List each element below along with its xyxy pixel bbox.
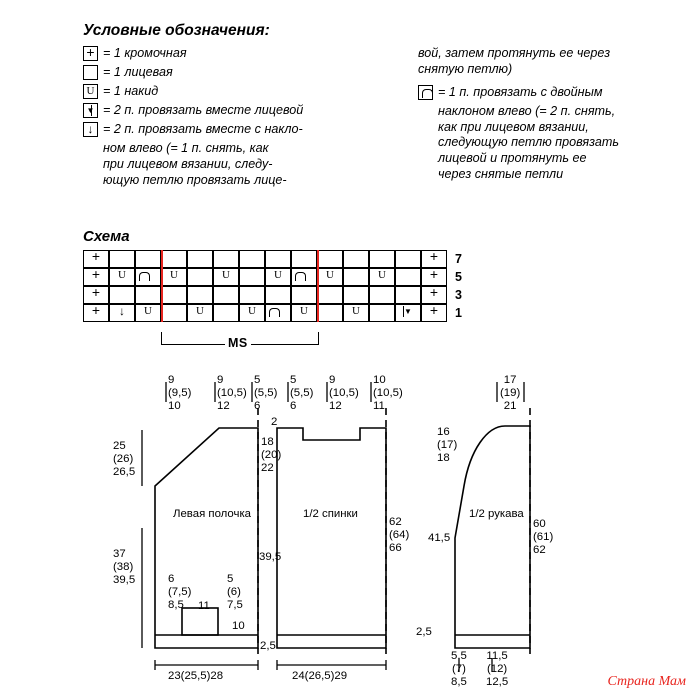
legend-item (83, 65, 413, 81)
stitch-double-slope-icon (418, 85, 433, 100)
stitch-yarnover-icon (83, 84, 98, 99)
chart-cell (317, 304, 343, 322)
chart-cell (239, 250, 265, 268)
chart-cell (421, 304, 447, 322)
legend-item (83, 84, 413, 100)
chart-cell (213, 268, 239, 286)
legend-continuation-line: наклоном влево (= 2 п. снять, (438, 103, 616, 118)
watermark: Страна Мам (607, 674, 686, 689)
chart-cell (239, 268, 265, 286)
dim-left-front-top-1: 9 (9,5) 10 (168, 374, 192, 412)
stitch-knit-icon (83, 65, 98, 80)
dim-sleeve-cap: 16 (17) 18 (437, 426, 458, 464)
stitch-k2tog-icon (83, 103, 98, 118)
chart-cell (161, 286, 187, 304)
chart-cell (395, 304, 421, 322)
chart-cell (317, 286, 343, 304)
dim-front-length: 39,5 (259, 551, 282, 563)
chart-cell (109, 304, 135, 322)
repeat-label: MS (225, 336, 251, 350)
chart-cell (187, 268, 213, 286)
legend-item (418, 85, 683, 101)
chart-row-number: 7 (455, 252, 462, 266)
chart-cell (135, 286, 161, 304)
dim-back-top-2: 9 (10,5) 12 (329, 374, 359, 412)
chart-cell (187, 304, 213, 322)
legend-left-column (83, 46, 413, 188)
legend-continuation-line: вой, затем протянуть ее через (418, 46, 611, 60)
chart-cell (161, 250, 187, 268)
legend-item-label: = 2 п. провязать вместе лицевой (103, 103, 304, 117)
dim-pocket-right: 5 (6) 7,5 (227, 573, 243, 611)
legend-item-label: = 1 накид (103, 84, 159, 98)
chart-cell (83, 304, 109, 322)
chart-cell (239, 286, 265, 304)
chart-cell (135, 304, 161, 322)
chart-cell (109, 268, 135, 286)
stitch-chart (83, 250, 462, 350)
chart-cell (135, 268, 161, 286)
chart-cell (291, 304, 317, 322)
chart-cell (291, 286, 317, 304)
dim-back-shoulder: 18 (20) 22 (261, 436, 282, 474)
dim-pocket-height: 10 (232, 620, 245, 632)
legend-item-label: = 1 лицевая (103, 65, 173, 79)
chart-cell (291, 250, 317, 268)
dim-back-total-length: 62 (64) 66 (389, 516, 410, 554)
stitch-plus-icon (83, 46, 98, 61)
chart-row-number: 1 (455, 306, 462, 320)
chart-cell (369, 268, 395, 286)
chart-cell (161, 304, 187, 322)
dim-left-front-lower: 37 (38) 39,5 (113, 548, 136, 586)
chart-cell (317, 268, 343, 286)
chart-cell (369, 286, 395, 304)
chart-cell (369, 250, 395, 268)
stitch-ssk-icon (83, 122, 98, 137)
dim-back-neck: 2 (271, 416, 278, 428)
chart-cell (395, 250, 421, 268)
chart-cell (161, 268, 187, 286)
chart-cell (187, 250, 213, 268)
chart-cell (343, 268, 369, 286)
legend-continuation-line: при лицевом вязании, следу- (103, 156, 273, 171)
legend-continuation-line: как при лицевом вязании, (438, 119, 589, 134)
chart-cell (343, 250, 369, 268)
legend-item-label: = 2 п. провязать вместе с накло- (103, 122, 303, 136)
legend-title: Условные обозначения: (83, 22, 270, 39)
repeat-marker-line (161, 250, 163, 322)
dim-left-front-top-3: 5 (5,5) 6 (254, 374, 278, 412)
dim-back-top-3: 10 (10,5) 11 (373, 374, 403, 412)
scheme-title: Схема (83, 228, 130, 245)
chart-cell (239, 304, 265, 322)
chart-cell (265, 250, 291, 268)
dim-sleeve-length: 41,5 (428, 532, 451, 544)
chart-cell (291, 268, 317, 286)
chart-cell (343, 304, 369, 322)
chart-row-number: 5 (455, 270, 462, 284)
chart-cell (213, 286, 239, 304)
chart-row-number: 3 (455, 288, 462, 302)
dim-sleeve-total: 60 (61) 62 (533, 518, 554, 556)
legend-continuation-line: лицевой и протянуть ее (438, 151, 587, 166)
dim-pocket-width: 11 (198, 600, 210, 612)
legend-continuation-line: через снятые петли (438, 167, 564, 182)
chart-cell (317, 250, 343, 268)
legend-continuation-line: ющую петлю провязать лице- (103, 172, 287, 187)
chart-cell (135, 250, 161, 268)
repeat-marker-line (317, 250, 319, 322)
dim-back-top-1: 5 (5,5) 6 (290, 374, 314, 412)
dim-front-bottom-width: 23(25,5)28 (168, 670, 224, 682)
dim-front-hem: 2,5 (260, 640, 276, 652)
piece-label-left-front: Левая полочка (173, 508, 252, 520)
legend-item (83, 46, 413, 62)
chart-cell (109, 286, 135, 304)
legend-continuation-line: ном влево (= 1 п. снять, как (103, 141, 269, 155)
legend-continuation-line: снятую петлю) (418, 61, 513, 76)
chart-cell (265, 286, 291, 304)
chart-cell (187, 286, 213, 304)
legend-item (83, 103, 413, 119)
dim-left-front-upper: 25 (26) 26,5 (113, 440, 136, 478)
piece-label-back: 1/2 спинки (303, 508, 358, 520)
chart-cell (395, 268, 421, 286)
legend-item (83, 122, 413, 138)
legend-right-column (418, 46, 683, 183)
dim-sleeve-top: 17 (19) 21 (500, 374, 521, 412)
chart-cell (213, 250, 239, 268)
chart-cell (369, 304, 395, 322)
chart-cell (395, 286, 421, 304)
chart-cell (109, 250, 135, 268)
dim-back-bottom-width: 24(26,5)29 (292, 670, 348, 682)
dim-left-front-top-2: 9 (10,5) 12 (217, 374, 247, 412)
schematic-labels (0, 368, 700, 688)
legend-item-label: = 1 п. провязать с двойным (438, 84, 603, 99)
piece-label-sleeve: 1/2 рукава (469, 508, 524, 520)
legend-continuation-line: следующую петлю провязать (438, 135, 619, 150)
chart-cell (265, 268, 291, 286)
chart-cell (265, 304, 291, 322)
dim-sleeve-bottom-2: 11,5 (12) 12,5 (486, 650, 509, 688)
chart-cell (213, 304, 239, 322)
dim-pocket-left: 6 (7,5) 8,5 (168, 573, 192, 611)
dim-sleeve-hem: 2,5 (416, 626, 432, 638)
legend-item-label: = 1 кромочная (103, 46, 187, 60)
dim-sleeve-bottom-1: 5,5 (7) 8,5 (451, 650, 467, 688)
chart-cell (343, 286, 369, 304)
